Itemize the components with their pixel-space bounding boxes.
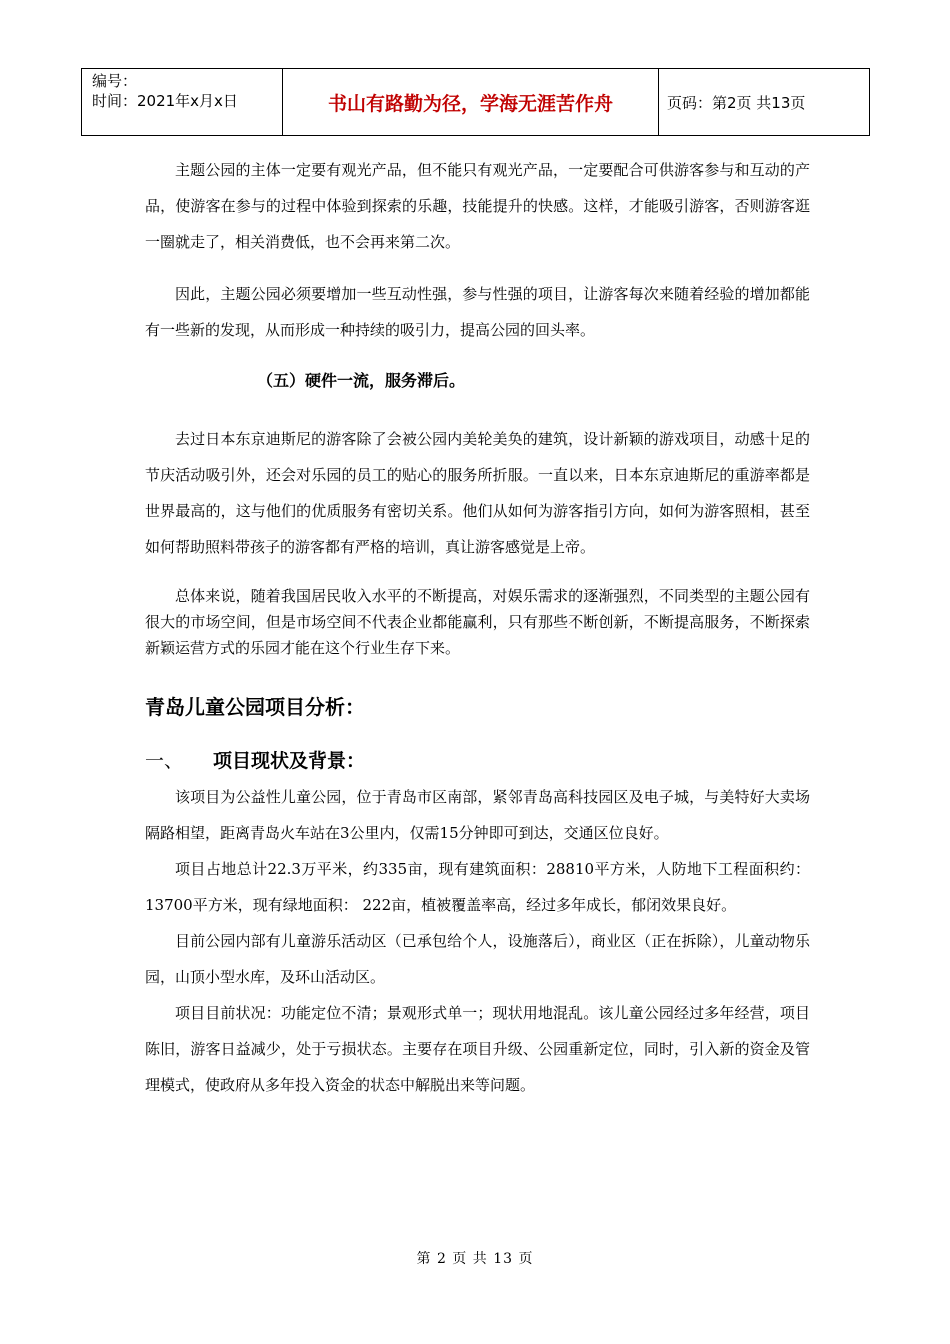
- number-label: 编号：: [92, 72, 138, 90]
- paragraph-5: 该项目为公益性儿童公园，位于青岛市区南部，紧邻青岛高科技园区及电子城，与美特好大卖场隔路相望，距离青岛火车站在3公里内，仅需15分钟即可到达，交通区位良好。: [145, 788, 810, 842]
- section-heading-1: [145, 746, 810, 773]
- page-footer: 第 2 页 共 13 页: [416, 1251, 534, 1267]
- paragraph-8: 项目目前状况：功能定位不清；景观形式单一；现状用地混乱。该儿童公园经过多年经营，项目陈旧，游客日益减少，处于亏损状态。主要存在项目升级、公园重新定位，同时，引入新的资金及管理模式，使政府从多年投入资金的状态中解脱出来等问题。: [145, 1004, 810, 1094]
- section-title: 项目现状及背景：: [213, 750, 366, 772]
- header-motto: 书山有路勤为径，学海无涯苦作舟: [283, 69, 659, 135]
- page-header: [81, 68, 870, 136]
- paragraph-4: 总体来说，随着我国居民收入水平的不断提高，对娱乐需求的逐渐强烈，不同类型的主题公园有很大的市场空间，但是市场空间不代表企业都能赢利，只有那些不断创新，不断提高服务，不断探索新颖运营方式的乐园才能在这个行业生存下来。: [145, 587, 810, 657]
- paragraph-7: 目前公园内部有儿童游乐活动区（已承包给个人，设施落后），商业区（正在拆除），儿童动物乐园，山顶小型水库，及环山活动区。: [145, 932, 810, 986]
- header-page-info: 页码：第2页 共13页: [667, 93, 806, 112]
- paragraph-2: 因此，主题公园必须要增加一些互动性强，参与性强的项目，让游客每次来随着经验的增加都能有一些新的发现，从而形成一种持续的吸引力，提高公园的回头率。: [145, 285, 810, 339]
- paragraph-3: 去过日本东京迪斯尼的游客除了会被公园内美轮美奂的建筑，设计新颖的游戏项目，动感十足的节庆活动吸引外，还会对乐园的员工的贴心的服务所折服。一直以来，日本东京迪斯尼的重游率都是世界最高的，这与他们的优质服务有密切关系。他们从如何为游客指引方向，如何为游客照相，甚至如何帮助照料带孩子的游客都有严格的培训，真让游客感觉是上帝。: [145, 430, 810, 556]
- header-meta: [82, 69, 283, 135]
- sub-heading-5: （五）硬件一流，服务滞后。: [257, 371, 466, 390]
- main-heading: 青岛儿童公园项目分析：: [145, 695, 365, 719]
- document-body: [145, 152, 810, 1103]
- paragraph-6: 项目占地总计22.3万平米，约335亩，现有建筑面积：28810平方米，人防地下工程面积约：13700平方米，现有绿地面积： 222亩，植被覆盖率高，经过多年成长，郁闭效果良好。: [145, 860, 810, 914]
- time-label: 时间：2021年x月x日: [92, 92, 238, 110]
- paragraph-1: 主题公园的主体一定要有观光产品，但不能只有观光产品，一定要配合可供游客参与和互动的产品，使游客在参与的过程中体验到探索的乐趣，技能提升的快感。这样，才能吸引游客，否则游客逛一圈就走了，相关消费低，也不会再来第二次。: [145, 161, 810, 251]
- section-number: 一、: [145, 750, 184, 772]
